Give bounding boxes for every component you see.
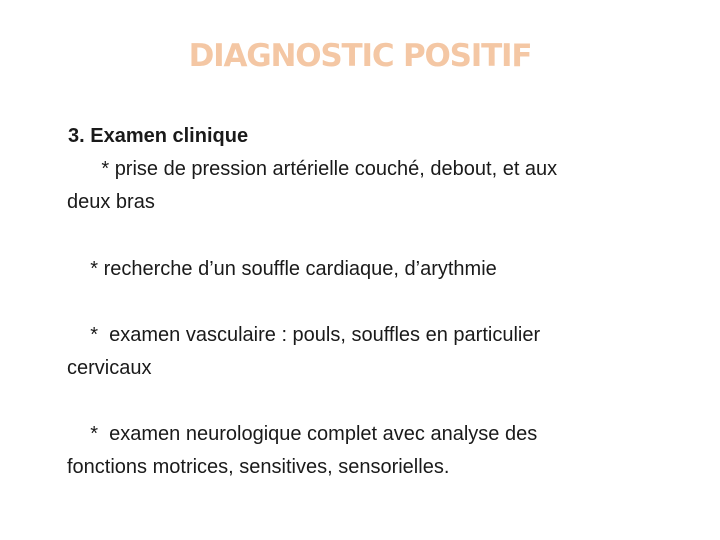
bullet-text: prise de pression artérielle couché, debout, et aux	[114, 158, 558, 180]
bullet-marker: *	[68, 258, 104, 280]
bullet-continuation: cervicaux	[67, 357, 152, 379]
bullet-item-3	[68, 319, 668, 385]
bullet-item-4	[68, 418, 668, 484]
bullet-marker: *	[68, 423, 110, 445]
bullet-text: recherche d’un souffle cardiaque, d’arythmie	[103, 258, 497, 280]
bullet-marker: *	[68, 158, 115, 180]
bullet-item-2	[68, 253, 668, 286]
section-heading: 3. Examen clinique	[68, 125, 249, 147]
bullet-item-1	[68, 153, 668, 219]
bullet-text: examen neurologique complet avec analyse des	[109, 423, 538, 445]
slide-body	[68, 120, 668, 484]
bullet-continuation: fonctions motrices, sensitives, sensorielles.	[67, 456, 450, 478]
bullet-marker: *	[68, 324, 110, 346]
bullet-text: examen vasculaire : pouls, souffles en particulier	[109, 324, 541, 346]
bullet-continuation: deux bras	[67, 191, 155, 213]
slide-title: DIAGNOSTIC POSITIF	[188, 38, 532, 74]
